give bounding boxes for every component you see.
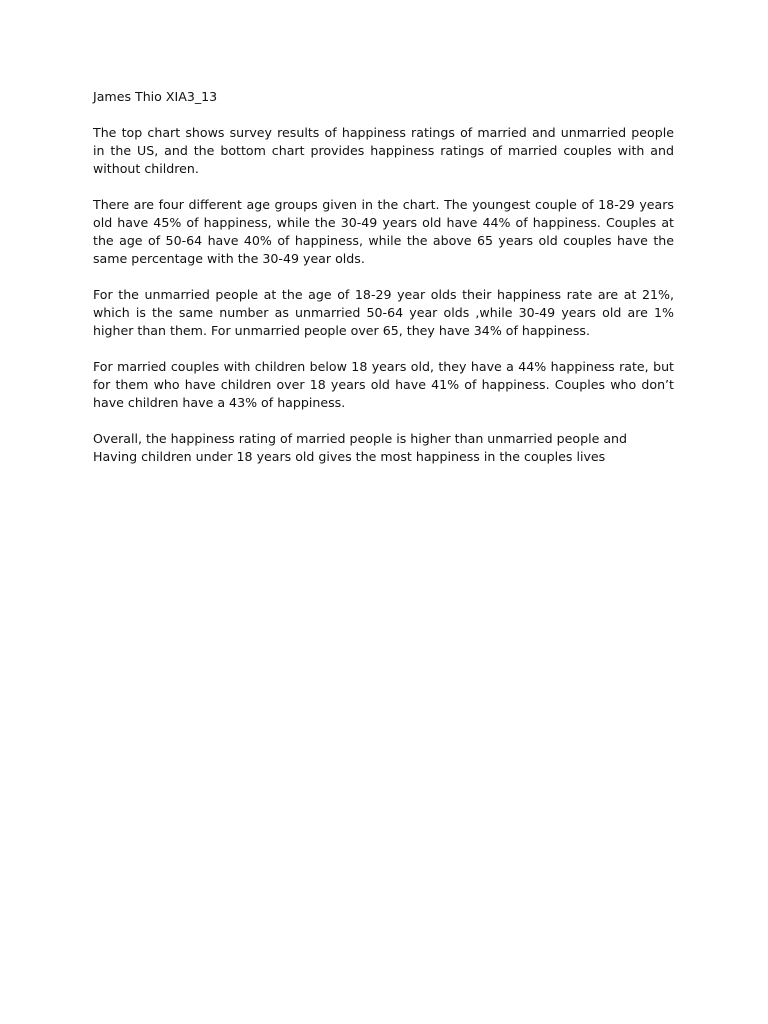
document-body xyxy=(93,88,674,484)
paragraph-intro: The top chart shows survey results of happiness ratings of married and unmarried people in the US, and the bottom chart provides happiness ratings of married couples with and without children. xyxy=(93,125,674,176)
paragraph-unmarried-age-groups: For the unmarried people at the age of 18-29 year olds their happiness rate are at 21%, which is the same number as unmarried 50-64 year olds ,while 30-49 years old are 1% higher than them. For unmarried people over 65, they have 34% of happiness. xyxy=(93,287,674,338)
author-line: James Thio XIA3_13 xyxy=(93,89,218,104)
paragraph-married-age-groups: There are four different age groups given in the chart. The youngest couple of 18-29 years old have 45% of happiness, while the 30-49 years old have 44% of happiness. Couples at the age of 50-64 have 40% of happiness, while the above 65 years old couples have the same percentage with the 30-49 year olds. xyxy=(93,197,674,266)
paragraph-children: For married couples with children below 18 years old, they have a 44% happiness rate, but for them who have children over 18 years old have 41% of happiness. Couples who don’t have children have a 43% of happiness. xyxy=(93,359,674,410)
paragraph-overall: Overall, the happiness rating of married people is higher than unmarried people and Having children under 18 years old gives the most happiness in the couples lives xyxy=(93,431,628,464)
